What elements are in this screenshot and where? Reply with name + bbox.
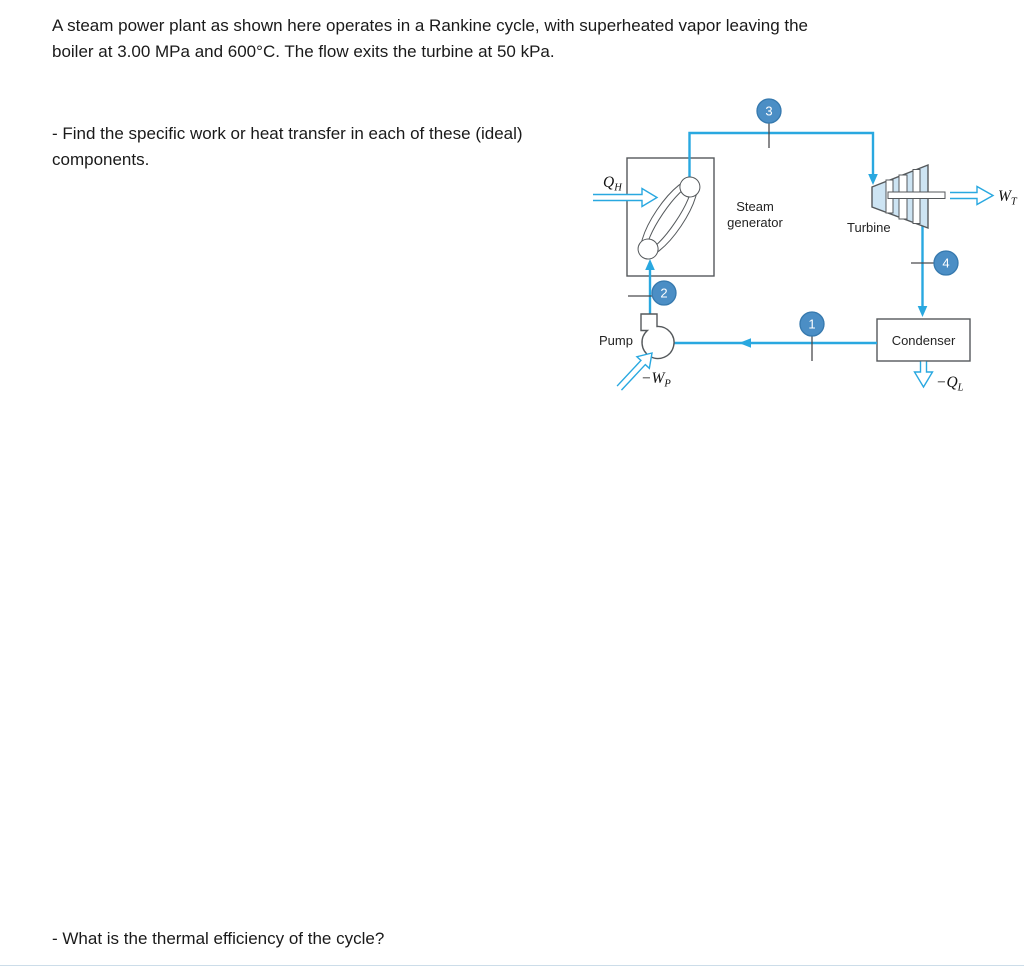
pump-label: Pump bbox=[599, 333, 633, 348]
state-point-2 bbox=[628, 281, 676, 305]
state-1-number: 1 bbox=[808, 316, 816, 332]
turbine-inlet-arrowhead bbox=[868, 174, 878, 185]
turbine-label: Turbine bbox=[847, 220, 891, 235]
turbine-work-label: $W_T$ bbox=[998, 188, 1017, 208]
condenser-inlet-arrowhead bbox=[918, 306, 928, 317]
question-find-work-heat bbox=[52, 121, 523, 173]
steam-generator-label-line-1: Steam bbox=[736, 199, 774, 214]
problem-statement bbox=[52, 13, 808, 65]
question-1-line-1: - Find the specific work or heat transfer in each of these (ideal) bbox=[52, 124, 523, 143]
problem-statement-line-2: boiler at 3.00 MPa and 600°C. The flow exits the turbine at 50 kPa. bbox=[52, 42, 555, 61]
state-point-4 bbox=[911, 251, 958, 275]
heat-out-label: $-Q_L$ bbox=[936, 374, 964, 394]
question-thermal-efficiency: - What is the thermal efficiency of the cycle? bbox=[52, 929, 385, 948]
steam-generator-label-line-2: generator bbox=[727, 215, 783, 230]
state-3-number: 3 bbox=[765, 103, 773, 119]
state-2-number: 2 bbox=[660, 285, 668, 301]
rankine-cycle-diagram bbox=[590, 95, 1024, 407]
turbine-shaft bbox=[888, 192, 945, 199]
pump-symbol bbox=[641, 314, 674, 358]
pump-inlet-arrowhead bbox=[739, 338, 751, 348]
turbine-work-arrow bbox=[950, 187, 993, 205]
state-4-number: 4 bbox=[942, 255, 950, 271]
heat-in-arrow bbox=[593, 189, 657, 207]
state-point-1 bbox=[800, 312, 824, 361]
state-point-3 bbox=[757, 99, 781, 148]
rankine-cycle-figure bbox=[590, 95, 1024, 407]
question-1-line-2: components. bbox=[52, 150, 150, 169]
pump-work-label: $-W_P$ bbox=[641, 370, 671, 390]
problem-statement-line-1: A steam power plant as shown here operates in a Rankine cycle, with superheated vapor leaving the bbox=[52, 16, 809, 35]
pipe-steamgen-to-turbine bbox=[690, 133, 874, 179]
page-bottom-divider bbox=[0, 965, 1024, 966]
turbine-symbol bbox=[872, 165, 945, 228]
heat-out-arrow bbox=[915, 362, 933, 388]
condenser-label: Condenser bbox=[891, 333, 956, 348]
heat-in-label: $Q_H$ bbox=[603, 174, 622, 194]
